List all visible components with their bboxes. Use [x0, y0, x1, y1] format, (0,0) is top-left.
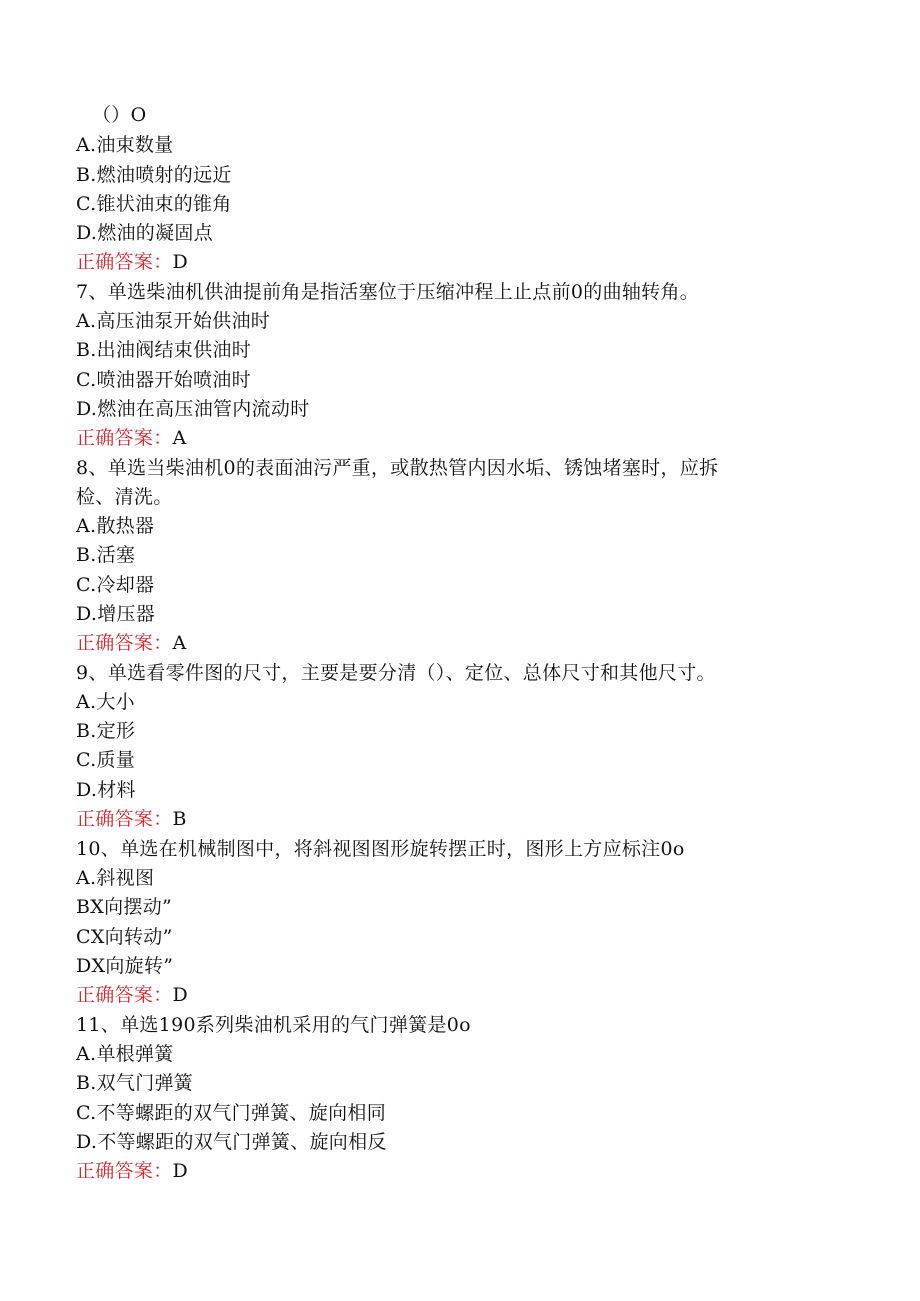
- option-c: C.喷油器开始喷油时: [76, 369, 251, 391]
- option-b: BX向摆动”: [76, 896, 173, 918]
- option-d: D.材料: [76, 779, 136, 801]
- option-a: A.高压油泵开始供油时: [76, 310, 271, 332]
- option-d: D.燃油在高压油管内流动时: [76, 398, 310, 420]
- option-c: CX向转动”: [76, 926, 173, 948]
- option-a: A.单根弹簧: [76, 1043, 174, 1065]
- answer-label: 正确答案：: [76, 1160, 173, 1182]
- option-b: B.出油阀结束供油时: [76, 339, 252, 361]
- answer-line: [76, 423, 187, 453]
- question-6-stem-tail: （）O: [92, 104, 147, 126]
- answer-value: D: [172, 1160, 189, 1182]
- answer-label: 正确答案：: [76, 808, 173, 830]
- answer-line: [76, 1156, 188, 1186]
- answer-label: 正确答案：: [76, 984, 173, 1006]
- option-a: A.斜视图: [76, 867, 155, 889]
- answer-label: 正确答案：: [76, 251, 173, 273]
- option-a: A.大小: [76, 691, 135, 713]
- answer-line: [76, 628, 187, 658]
- answer-value: B: [172, 808, 187, 830]
- answer-label: 正确答案：: [76, 427, 173, 449]
- option-d: D.燃油的凝固点: [76, 222, 213, 244]
- answer-value: D: [172, 251, 189, 273]
- option-b: B.活塞: [76, 544, 136, 566]
- option-b: B.双气门弹簧: [76, 1072, 194, 1094]
- answer-value: D: [172, 984, 189, 1006]
- answer-value: A: [172, 427, 187, 449]
- option-c: C.锥状油束的锥角: [76, 193, 232, 215]
- answer-line: [76, 247, 188, 277]
- question-8-line-2: 检、清洗。: [76, 486, 173, 508]
- question-8-line-1: 8、单选当柴油机0的表面油污严重，或散热管内因水垢、锈蚀堵塞时，应拆: [76, 457, 719, 479]
- question-10: 10、单选在机械制图中，将斜视图图形旋转摆正时，图形上方应标注0o: [76, 838, 685, 860]
- option-d: DX向旋转”: [76, 955, 174, 977]
- option-b: B.燃油喷射的远近: [76, 164, 232, 186]
- option-a: A.油束数量: [76, 134, 174, 156]
- answer-value: A: [172, 632, 187, 654]
- option-b: B.定形: [76, 720, 136, 742]
- question-7: 7、单选柴油机供油提前角是指活塞位于压缩冲程上止点前0的曲轴转角。: [76, 281, 700, 303]
- option-d: D.增压器: [76, 603, 156, 625]
- option-c: C.不等螺距的双气门弹簧、旋向相同: [76, 1102, 387, 1124]
- option-d: D.不等螺距的双气门弹簧、旋向相反: [76, 1131, 387, 1153]
- answer-label: 正确答案：: [76, 632, 173, 654]
- question-11: 11、单选190系列柴油机采用的气门弹簧是0o: [76, 1014, 471, 1036]
- question-9: 9、单选看零件图的尺寸，主要是要分清（）、定位、总体尺寸和其他尺寸。: [76, 662, 716, 684]
- option-c: C.冷却器: [76, 574, 155, 596]
- option-a: A.散热器: [76, 515, 155, 537]
- option-c: C.质量: [76, 749, 136, 771]
- answer-line: [76, 980, 188, 1010]
- answer-line: [76, 804, 187, 834]
